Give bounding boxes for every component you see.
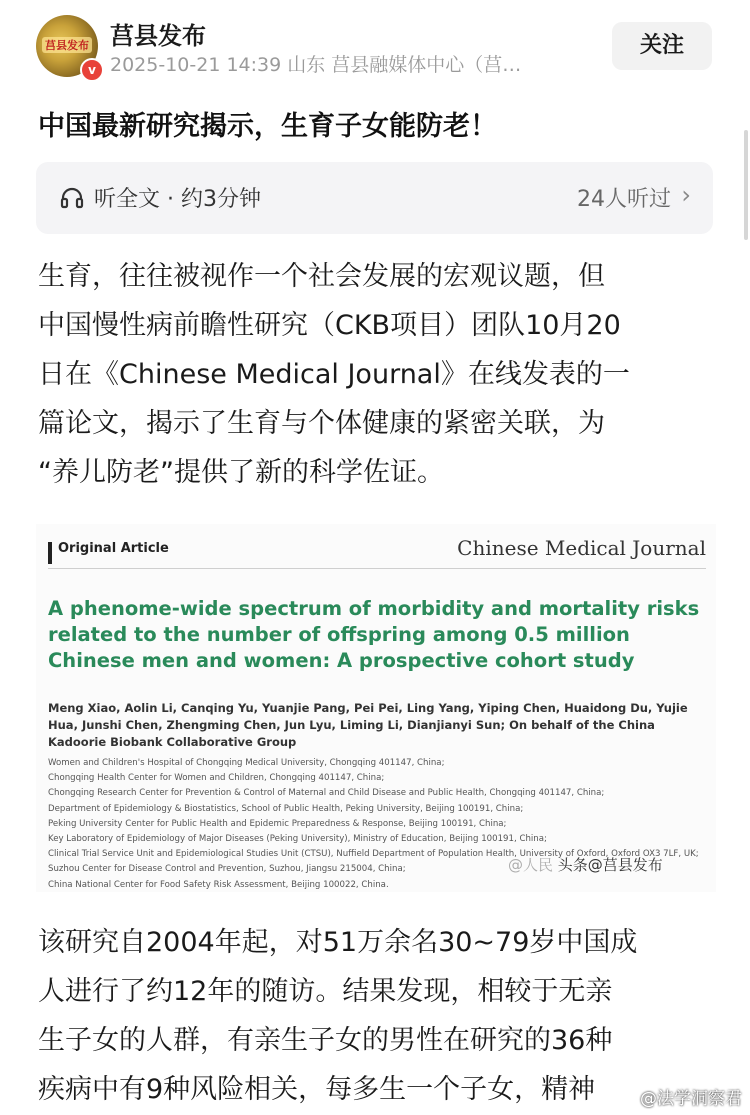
article-header xyxy=(0,0,750,92)
paper-authors: Meng Xiao, Aolin Li, Canqing Yu, Yuanjie Pang, Pei Pei, Ling Yang, Yiping Chen, Huaidong Du, Yujie Hua, Junshi Chen, Zhengming Chen, Jun Lyu, Liming Li, Dianjianyi Sun; On behalf of the China Kadoorie Biobank Collaborative Group xyxy=(48,701,688,749)
affiliation-line: Clinical Trial Service Unit and Epidemiological Studies Unit (CTSU), Nuffield Department of Population Health, University of Oxford, Oxford OX3 7LF, UK; xyxy=(48,849,699,860)
verified-badge-icon: v xyxy=(80,58,104,82)
watermark-main: 头条@莒县发布 xyxy=(557,856,663,874)
paragraph-line: 中国慢性病前瞻性研究（CKB项目）团队10月20 xyxy=(38,310,621,341)
affiliation-line: Chongqing Health Center for Women and Children, Chongqing 401147, China; xyxy=(48,773,385,784)
avatar-logo-text: 莒县发布 xyxy=(42,37,92,53)
paper-screenshot-image[interactable] xyxy=(36,524,716,892)
listen-full-text-bar[interactable] xyxy=(36,162,713,234)
paragraph-line: 生育，往往被视作一个社会发展的宏观议题，但 xyxy=(38,261,605,292)
affiliation-line: Chongqing Research Center for Prevention & Control of Maternal and Child Disease and Public Health, Chongqing 401147, China; xyxy=(48,788,605,799)
paragraph-line: 人进行了约12年的随访。结果发现，相较于无亲 xyxy=(38,976,613,1007)
watermark-faded: @人民 xyxy=(508,856,554,874)
paragraph-line: 该研究自2004年起，对51万余名30~79岁中国成 xyxy=(38,927,638,958)
paragraph-line: 日在《Chinese Medical Journal》在线发表的一 xyxy=(38,359,630,390)
screenshot-watermark: @法学洞察君 xyxy=(640,1089,742,1109)
listen-label: 听全文 · 约3分钟 xyxy=(94,187,261,212)
affiliation-line: Department of Epidemiology & Biostatistics, School of Public Health, Peking University, Beijing 100191, China; xyxy=(48,803,524,814)
paragraph-line: 疾病中有9种风险相关，每多生一个子女，精神 xyxy=(38,1074,596,1105)
article-title: 中国最新研究揭示，生育子女能防老！ xyxy=(38,111,497,142)
post-meta: 2025-10-21 14:39 山东 莒县融媒体中心（莒… xyxy=(110,54,522,76)
affiliation-line: China National Center for Food Safety Risk Assessment, Beijing 100022, China. xyxy=(48,879,389,890)
paper-title: A phenome-wide spectrum of morbidity and mortality risks related to the number of offspring among 0.5 million Chinese men and women: A prospective cohort study xyxy=(48,597,700,672)
follow-button[interactable]: 关注 xyxy=(612,22,712,70)
affiliation-line: Peking University Center for Public Health and Epidemic Preparedness & Response, Beijing 100191, China; xyxy=(48,818,507,829)
paper-header-bar xyxy=(48,542,52,564)
headphones-icon xyxy=(60,186,84,210)
paper-article-type: Original Article xyxy=(58,541,169,556)
paragraph-line: 生子女的人群，有亲生子女的男性在研究的36种 xyxy=(38,1025,613,1056)
paper-journal-name: Chinese Medical Journal xyxy=(457,536,706,560)
chevron-right-icon: › xyxy=(681,181,691,209)
paragraph-line: 篇论文，揭示了生育与个体健康的紧密关联，为 xyxy=(38,408,605,439)
paragraph-line: “养儿防老”提供了新的科学佐证。 xyxy=(38,457,444,488)
affiliation-line: Suzhou Center for Disease Control and Prevention, Suzhou, Jiangsu 215004, China; xyxy=(48,864,406,875)
image-watermark xyxy=(508,854,663,875)
listener-count: 24人听过 xyxy=(577,187,671,212)
scrollbar[interactable] xyxy=(744,130,748,240)
paper-divider xyxy=(48,568,706,569)
affiliation-line: Key Laboratory of Epidemiology of Major Diseases (Peking University), Ministry of Education, Beijing 100191, China; xyxy=(48,834,547,845)
affiliation-line: Women and Children's Hospital of Chongqing Medical University, Chongqing 401147, China; xyxy=(48,758,445,768)
account-name[interactable]: 莒县发布 xyxy=(110,22,206,50)
